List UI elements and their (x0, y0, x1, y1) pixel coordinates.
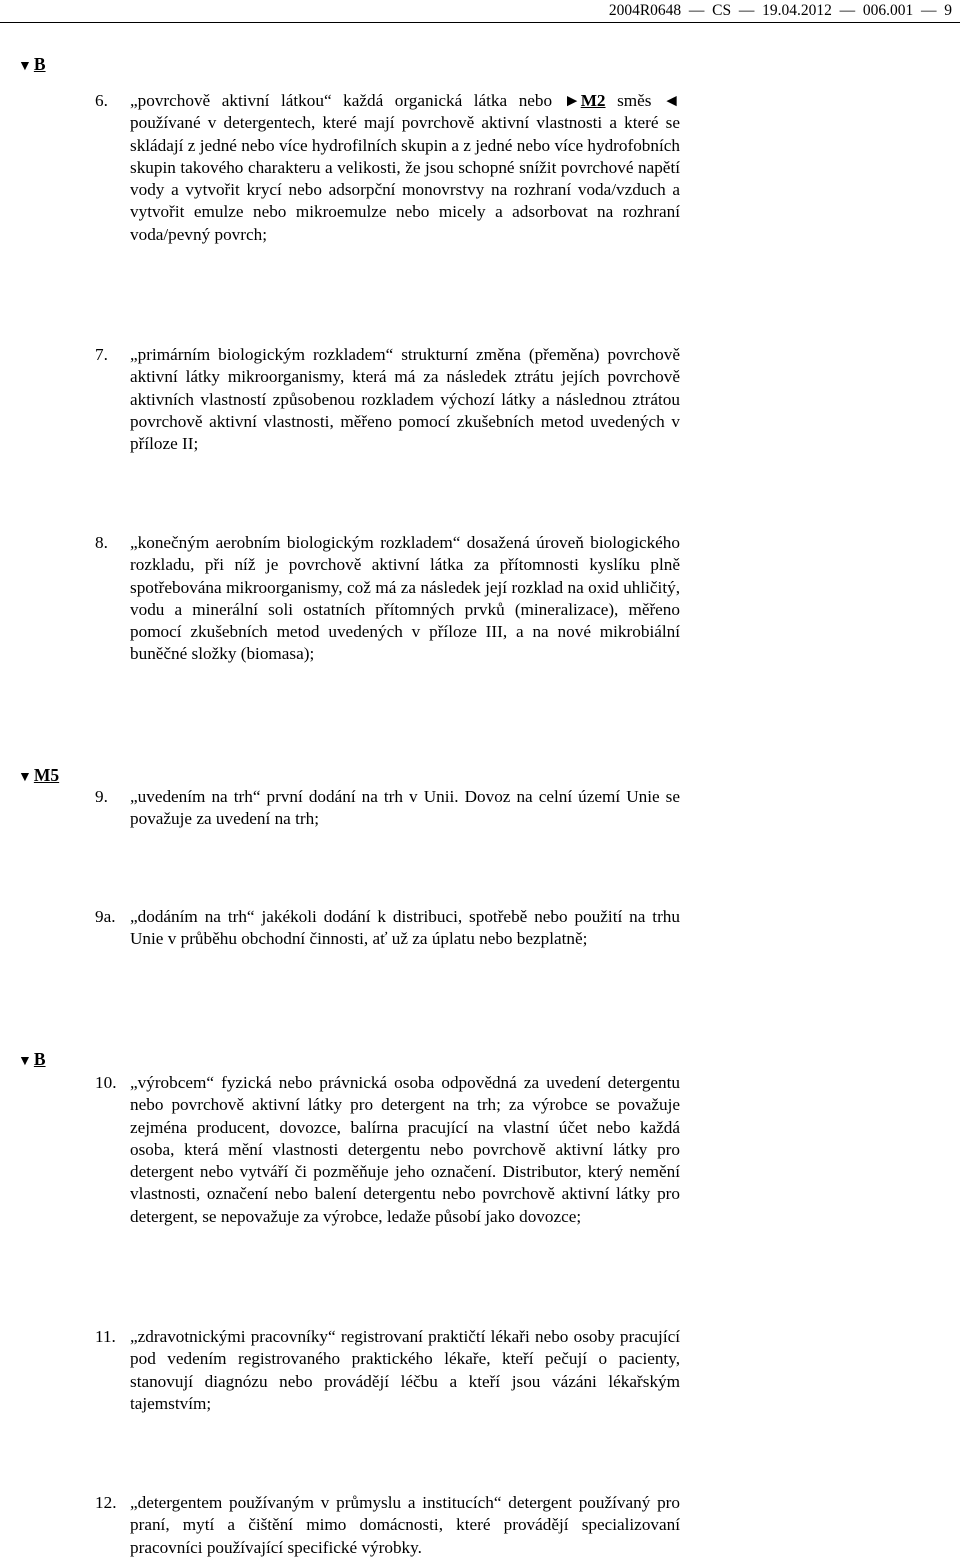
marker-code: M5 (33, 765, 60, 785)
definition-number: 9. (95, 787, 108, 806)
definition-text: „výrobcem“ fyzická nebo právnická osoba odpovědná za uvedení detergentu nebo povrchově aktivní látky pro detergent na trh; za výrobce se považuje zejména producent, dovozce, balírna pracující na vlastní účet nebo každá osoba, která mění vlastnosti detergentu nebo povrchově aktivní látky pro detergent nebo vytváří či pozměňuje jeho označení. Distributor, který nemění vlastnosti, označení nebo balení detergentu nebo povrchově aktivní látky pro detergent, se nepovažuje za výrobce, ledaže působí jako dovozce; (130, 1073, 680, 1226)
definition-number: 8. (95, 533, 108, 552)
page-header: 2004R0648 — CS — 19.04.2012 — 006.001 — 9 (608, 2, 952, 19)
definition-number: 10. (95, 1073, 117, 1092)
definition-9 (95, 786, 680, 831)
definition-11 (95, 1326, 680, 1415)
definition-12 (95, 1492, 680, 1559)
definition-number: 9a. (95, 907, 116, 926)
definition-text: „uvedením na trh“ první dodání na trh v Unii. Dovoz na celní území Unie se považuje za uvedení na trh; (130, 787, 680, 829)
inline-amendment-m2[interactable]: ►M2 (563, 91, 606, 110)
definition-text: „primárním biologickým rozkladem“ strukturní změna (přeměna) povrchově aktivní látky mikroorganismy, která má za následek ztrátu jejích povrchově aktivních vlastností způsobenou rozkladem výchozí látky a následnou ztrátou povrchově aktivní vlastnosti, měřeno pomocí zkušebních metod uvedených v příloze II; (130, 345, 680, 454)
doc-lang: CS (712, 2, 732, 19)
definition-text: „povrchově aktivní látkou“ každá organická látka nebo ►M2 směs ◄ používané v detergentech, které mají povrchově aktivní vlastnosti a které se skládají z jedné nebo více hydrofilních skupin a z jedné nebo více hydrofobních skupin takového charakteru a velikosti, že jsou schopné snížit povrchové napětí vody a vytvořit krycí nebo adsorpční monovrstvy na rozhraní voda/vzduch a vytvořit emulze nebo mikroemulze nebo micely a adsorbovat na rozhraní voda/pevný povrch; (130, 91, 680, 244)
header-rule (0, 22, 960, 23)
doc-id: 2004R0648 (608, 2, 682, 19)
marker-code: B (33, 54, 46, 74)
definition-text: „zdravotnickými pracovníky“ registrovaní praktičtí lékaři nebo osoby pracující pod vedením registrovaného praktického lékaře, kteří pečují o pacienty, stanovují diagnózu nebo provádějí léčbu a kteří jsou vázáni lékařským tajemstvím; (130, 1327, 680, 1413)
triangle-down-icon: ▼ (18, 59, 32, 74)
doc-version: 006.001 (862, 2, 914, 19)
definition-number: 11. (95, 1327, 116, 1346)
page-number: 9 (944, 2, 952, 19)
marker-code: B (33, 1049, 46, 1069)
definition-9a (95, 906, 680, 951)
definition-text: „detergentem používaným v průmyslu a institucích“ detergent používaný pro praní, mytí a čištění mimo domácnosti, které provádějí specializovaní pracovníci používající specifické výrobky. (130, 1493, 680, 1557)
amendment-marker-b[interactable] (18, 1048, 46, 1073)
definition-number: 6. (95, 91, 108, 110)
doc-date: 19.04.2012 (762, 2, 832, 19)
triangle-down-icon: ▼ (18, 770, 32, 785)
triangle-right-icon: ► (563, 91, 581, 110)
definition-10 (95, 1072, 680, 1228)
definition-number: 12. (95, 1493, 117, 1512)
definition-6 (95, 90, 680, 246)
definition-number: 7. (95, 345, 108, 364)
definition-7 (95, 344, 680, 455)
definition-8 (95, 532, 680, 666)
amendment-marker-b[interactable] (18, 53, 46, 78)
definition-text: „konečným aerobním biologickým rozkladem“ dosažená úroveň biologického rozkladu, při níž je povrchově aktivní látka za přítomnosti kyslíku plně spotřebována mikroorganismy, což má za následek její rozklad na oxid uhličitý, vodu a minerální soli ostatních přítomných prvků (mineralizace), měřeno pomocí zkušebních metod uvedených v příloze III, a na nové mikrobiální buněčné složky (biomasa); (130, 533, 680, 664)
definition-text: „dodáním na trh“ jakékoli dodání k distribuci, spotřebě nebo použití na trhu Unie v průběhu obchodní činnosti, ať už za úplatu nebo bezplatně; (130, 907, 680, 949)
amendment-marker-m5[interactable] (18, 764, 59, 789)
triangle-down-icon: ▼ (18, 1054, 32, 1069)
